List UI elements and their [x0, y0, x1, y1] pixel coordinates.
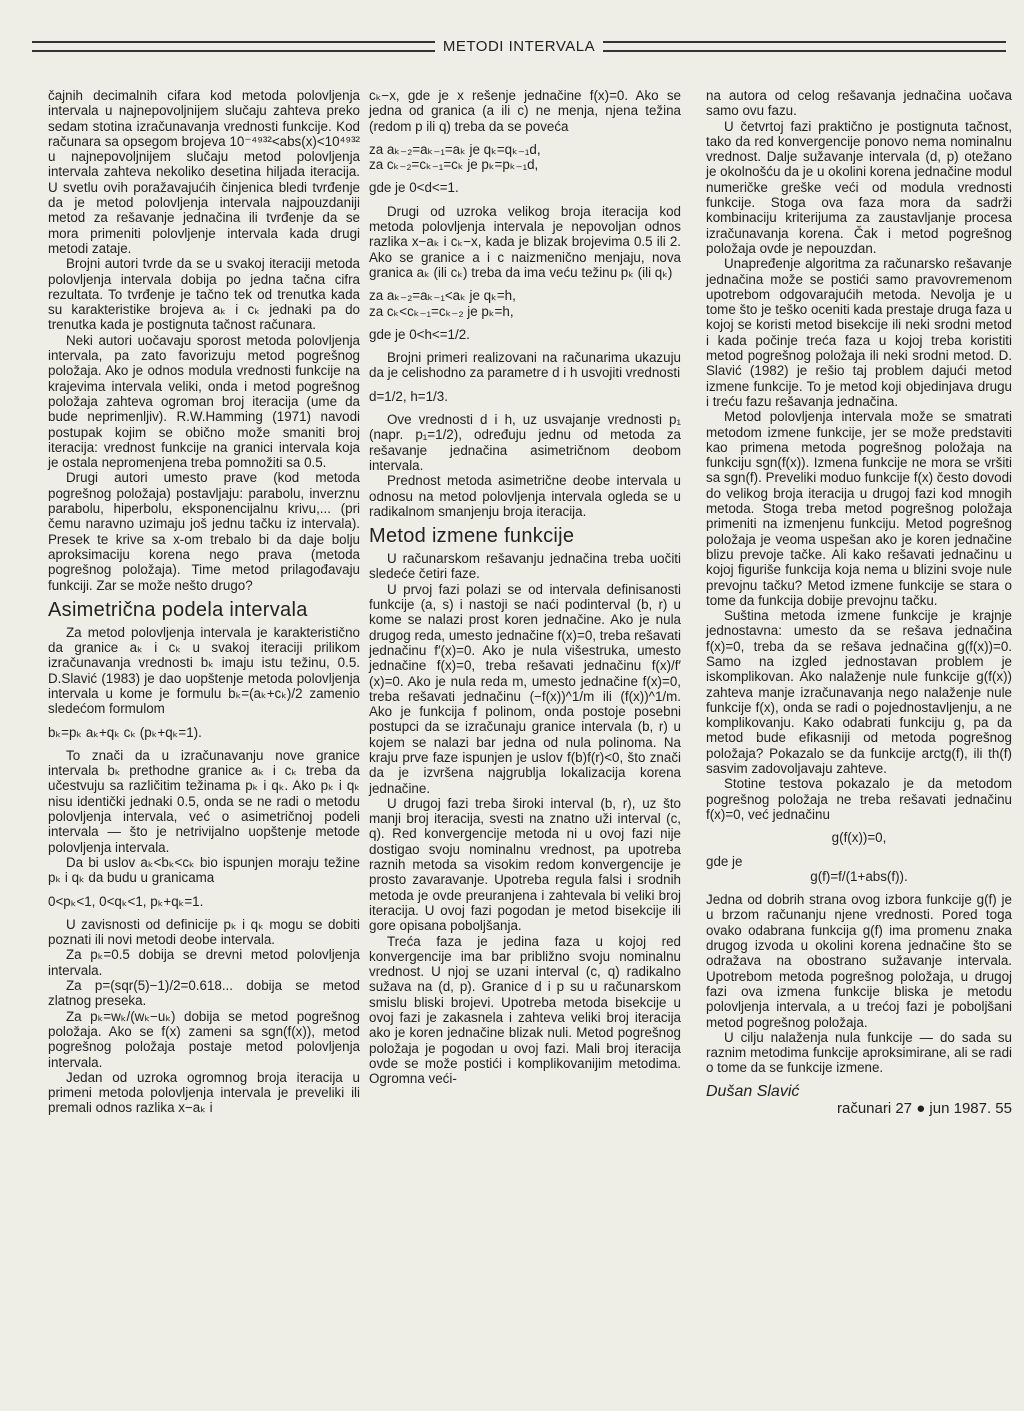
formula: za cₖ₋₂=cₖ₋₁=cₖ je pₖ=pₖ₋₁d,	[369, 157, 539, 173]
column-left	[48, 88, 360, 1116]
formula: g(f)=f/(1+abs(f)).	[810, 868, 908, 884]
page-footer: računari 27 ● jun 1987. 55	[836, 1100, 1012, 1117]
formula: 0<pₖ<1, 0<qₖ<1, pₖ+qₖ=1.	[48, 893, 204, 909]
paragraph: cₖ−x, gde je x rešenje jednačine f(x)=0. Ako se jedna od granica (a ili c) ne menja, njena težina (redom p ili q) treba da se poveća	[369, 88, 681, 134]
formula: gde je 0<d<=1.	[369, 180, 459, 196]
paragraph: Neki autori uočavaju sporost metoda polovljenja intervala, pa zato favorizuju metod pogrešnog položaja. Ako je odnos modula vrednosti funkcije na krajevima intervala veliki, onda i metod pogrešnog položaja zahteva ogroman broj iteracija (ume da bude neprimenljiv). R.W.Hamming (1971) navodi postupak kojim se obično može smaniti broj iteracija: vrednost funkcije na granici intervala koja je ostala nepromenjena treba pomnožiti sa 0.5.	[48, 332, 360, 471]
column-right	[706, 88, 1012, 1116]
paragraph: čajnih decimalnih cifara kod metoda polovljenja intervala u najnepovoljnijem slučaju zahteva preko sedam stotina izračunavanja vrednosti funkcije. Kod računara sa opsegom brojeva 10⁻⁴⁹³²<abs(x)<10⁴⁹³² u najnepovoljnijem slučaju metod polovljenja intervala zahteva nekoliko desetina hiljada iteracija. U svetlu ovih poražavajućih činjenica bledi tvrđenje da je metod polovljenja intervala najpouzdaniji metod za rešavanje jednačina ili tvrđenje da se mora primeniti polovljenje intervala kada drugi metodi zataje.	[48, 88, 360, 256]
paragraph: U prvoj fazi polazi se od intervala definisanosti funkcije (a, s) i nastoji se naći podinterval (b, r) u kome se nalazi prost koren jednačine. Ako je nula drugog reda, umesto jednačine f(x)=0, treba rešavati jednačinu f′(x)=0. Ako je nula višestruka, umesto jednačine f(x)=0, treba rešavati jednačinu f(x)/f′(x)=0. Ako je nula reda m, umesto jednačine f(x)=0, treba rešavati jednačinu (−f(x))^1/m ili (f(x))^1/m. Ako je funkcija f polinom, onda postoje posebni postupci da se izračunaju granice intervala (b, r) u kojem se nalazi bar jedna od nula polinoma. Na kraju prve faze ispunjen je uslov f(b)f(r)<0, što znači da je izvršena najgrublja lokalizacija korena jednačine.	[369, 581, 681, 796]
paragraph: Suština metoda izmene funkcije je krajnje jednostavna: umesto da se rešava jednačina f(x)=0, treba da se rešava jednačina g(f(x))=0. Samo na izgled jednostavan problem je iskomplikovan. Ako nalaženje nule funkcije g(f(x)) zahteva manje izračunavanja nego nalaženje nule funkcije f(x), onda se radi o pojednostavljenju, a ne komplikovanju. Kako odabrati funkciju g, pa da metod bude efikasniji od metoda pogrešnog položaja? Pokazalo se da funkcije arctg(f), ili th(f) sasvim zadovoljavaju zahteve.	[706, 608, 1012, 777]
paragraph: U drugoj fazi treba široki interval (b, r), uz što manji broj iteracija, svesti na znatno uži interval (c, q). Red konvergencije metoda ni u ovoj fazi nije dostigao svoju nominalnu vrednost, pa upotreba raznih metoda sa visokim redom konvergencije je prosto zavaravanje. Upotreba regula falsi i srodnih metoda je ovde preuranjena i zahtevala bi veliki broj iteracija. U ovoj fazi pogodan je metod bisekcije ili gore opisana poboljšanja.	[369, 795, 681, 934]
formula: d=1/2, h=1/3.	[369, 388, 448, 404]
paragraph: U računarskom rešavanju jednačina treba uočiti sledeće četiri faze.	[369, 551, 681, 582]
paragraph: Jedna od dobrih strana ovog izbora funkcije g(f) je u brzom računanju njene vrednosti. Pored toga ovako odabrana funkcija g(f) ima promenu znaka drugog izvoda u okolini korena jednačine što se odražava na obostrano sužavanje intervala. Upotrebom metoda pogrešnog položaja, u drugoj fazi ova izmena funkcije bliska je metodu polovljenja intervala, a u trećoj fazi je poboljšani metod pogrešnog položaja.	[706, 892, 1012, 1030]
formula: za cₖ<cₖ₋₁=cₖ₋₂ je pₖ=h,	[369, 303, 514, 319]
paragraph: Za p=(sqr(5)−1)/2=0.618... dobija se metod zlatnog preseka.	[48, 978, 360, 1009]
paragraph: Treća faza je jedina faza u kojoj red konvergencije ima bar približno svoju nominalnu vrednost. U njoj se uzani interval (c, q) radikalno sužava na (d, p). Granice d i p su u računarskom smislu bliski brojevi. Upotreba metoda bisekcije u ovoj fazi je zakasnela i zahteva veliki broj iteracija ako je koren jednačine blizak nuli. Metod pogrešnog položaja je pogodan u ovoj fazi. Mali broj iteracija ovde se može postići i komplikovanijim metodima. Ogromna veći-	[369, 933, 681, 1087]
paragraph: Za metod polovljenja intervala je karakteristično da granice aₖ i cₖ u svakoj iteraciji prilikom izračunavanja vrednosti bₖ imaju istu težinu, 0.5. D.Slavić (1983) je dao uopštenje metoda polovljenja intervala u kome je formulu bₖ=(aₖ+cₖ)/2 zamenio sledećom formulom	[48, 624, 360, 717]
formula: za aₖ₋₂=aₖ₋₁=aₖ je qₖ=qₖ₋₁d,	[369, 141, 541, 157]
formula: gde je 0<h<=1/2.	[369, 326, 470, 342]
paragraph: Brojni autori tvrde da se u svakoj iteraciji metoda polovljenja intervala dobija po jedna tačna cifra rezultata. To tvrđenje je tačno tek od trenutka kada su karakteristike brojeva aₖ i cₖ jednaki pa do trenutka kada je postignuta tačnost računara.	[48, 256, 360, 333]
paragraph: Za pₖ=wₖ/(wₖ−uₖ) dobija se metod pogrešnog položaja. Ako se f(x) zameni sa sgn(f(x)), metod pogrešnog položaja postaje metod polovljenja intervala.	[48, 1008, 360, 1070]
header-rule-left	[32, 41, 435, 52]
paragraph: na autora od celog rešavanja jednačina uočava samo ovu fazu.	[706, 88, 1012, 119]
section-header	[32, 36, 1006, 56]
column-middle	[369, 88, 681, 1087]
paragraph: Brojni primeri realizovani na računarima ukazuju da je celishodno za parametre d i h usvojiti vrednosti	[369, 350, 681, 381]
header-rule-right	[603, 41, 1006, 52]
paragraph: Unapređenje algoritma za računarsko rešavanje jednačina može se postići samo pravovremenom upotrebom odgovarajućih metoda. Nevolja je u tome što je teško oceniti kada prestaje druga faza u kojoj se koristi metod bisekcije ili neki srodni metod i kada počinje treća faza u kojoj treba koristiti metod pogrešnog položaja ili neki srodni metod. D. Slavić (1982) je rešio taj problem dajući metod izmene funkcije. To je metod koji objedinjava drugu i treću fazu rešavanja jednačina.	[706, 256, 1012, 409]
paragraph: U cilju nalaženja nula funkcije — do sada su raznim metodima funkcije aproksimirane, ali se radi o tome da se funkcije izmene.	[706, 1029, 1012, 1076]
formula: bₖ=pₖ aₖ+qₖ cₖ (pₖ+qₖ=1).	[48, 724, 202, 740]
formula-label: gde je	[706, 853, 743, 869]
paragraph: U zavisnosti od definicije pₖ i qₖ mogu se dobiti poznati ili novi metodi deobe intervala.	[48, 916, 360, 948]
subheading-asymmetric-division: Asimetrična podela intervala	[48, 598, 308, 621]
paragraph: Za pₖ=0.5 dobija se drevni metod polovljenja intervala.	[48, 947, 360, 978]
paragraph: Prednost metoda asimetrične deobe intervala u odnosu na metod polovljenja intervala ogleda se u radikalnom smanjenju broja iteracija.	[369, 473, 681, 519]
paragraph: U četvrtoj fazi praktično je postignuta tačnost, tako da red konvergencije ponovo nema nominalnu vrednost. Dalje sužavanje intervala (d, p) otežano je okolnošću da je u okolini korena jednačine modul numeričke greške veći od modula vrednosti funkcije. Stoga ova faza mora da sadrži kombinaciju kriterijuma za zaustavljanje procesa izračunavanja korena. Čak i metod pogrešnog položaja ovde je nepouzdan.	[706, 118, 1012, 256]
formula: za aₖ₋₂=aₖ₋₁<aₖ je qₖ=h,	[369, 288, 516, 304]
subheading-function-change-method: Metod izmene funkcije	[369, 525, 575, 548]
author-name: Dušan Slavić	[706, 1082, 800, 1100]
formula: g(f(x))=0,	[831, 830, 887, 846]
paragraph: To znači da u izračunavanju nove granice intervala bₖ prethodne granice aₖ i cₖ treba da učestvuju sa različitim težinama pₖ i qₖ. Ako pₖ i qₖ nisu identički jednaki 0.5, onda se ne radi o metodu polovljenja intervala, već o asimetričnoj podeli intervala — što je netrivijalno uopštenje metode polovljenja intervala.	[48, 747, 360, 855]
paragraph: Da bi uslov aₖ<bₖ<cₖ bio ispunjen moraju težine pₖ i qₖ da budu u granicama	[48, 854, 360, 886]
section-title: METODI INTERVALA	[442, 37, 596, 55]
paragraph: Metod polovljenja intervala može se smatrati metodom izmene funkcije, jer se može predstaviti kao primena metoda pogrešnog položaja na funkciju sgn(f(x)). Izmena funkcije ne mora se vršiti sa sgn(f). Preveliki moduo funkcije f(x) često dovodi do velikog broja iteracija u drugoj fazi kod mnogih metoda. Stoga treba metod pogrešnog položaja primeniti na izmenjenu funkciju. Metod pogrešnog položaja je veoma uspešan ako je koren jednačine blizu prevoje tačke. Ali kako rešavati jednačinu u kojoj figuriše funkcija koja nema u blizini svoje nule prevojnu tačku? Metod izmene funkcije se stara o tome da funkcija dobije prevojnu tačku.	[706, 409, 1012, 608]
paragraph: Jedan od uzroka ogromnog broja iteracija u primeni metoda polovljenja intervala je preveliki ili premali odnos razlika x−aₖ i	[48, 1069, 360, 1116]
paragraph: Drugi od uzroka velikog broja iteracija kod metoda polovljenja intervala je nepovoljan odnos razlika x−aₖ i cₖ−x, kada je blizak brojevima 0.5 ili 2. Ako se granice a i c naizmenično menjaju, nova granica aₖ (ili cₖ) treba da ima veću težinu pₖ (ili qₖ)	[369, 203, 681, 280]
paragraph: Drugi autori umesto prave (kod metoda pogrešnog položaja) postavljaju: parabolu, inverznu parabolu, hiperbolu, eksponencijalnu krivu,... (pri čemu naravno uzimaju još jednu tačku iz intervala). Presek te krive sa x-om trebalo bi da daje bolju aproksimaciju korena nego prava (metoda pogrešnog položaja). Time metod prilagođavaju funkciji. Zar se može nešto drugo?	[48, 470, 360, 593]
paragraph: Stotine testova pokazalo je da metodom pogrešnog položaja ne treba rešavati jednačinu f(x)=0, već jednačinu	[706, 776, 1012, 822]
paragraph: Ove vrednosti d i h, uz usvajanje vrednosti p₁ (napr. p₁=1/2), određuju jednu od metoda za rešavanje jednačina asimetričnom deobom intervala.	[369, 412, 681, 473]
